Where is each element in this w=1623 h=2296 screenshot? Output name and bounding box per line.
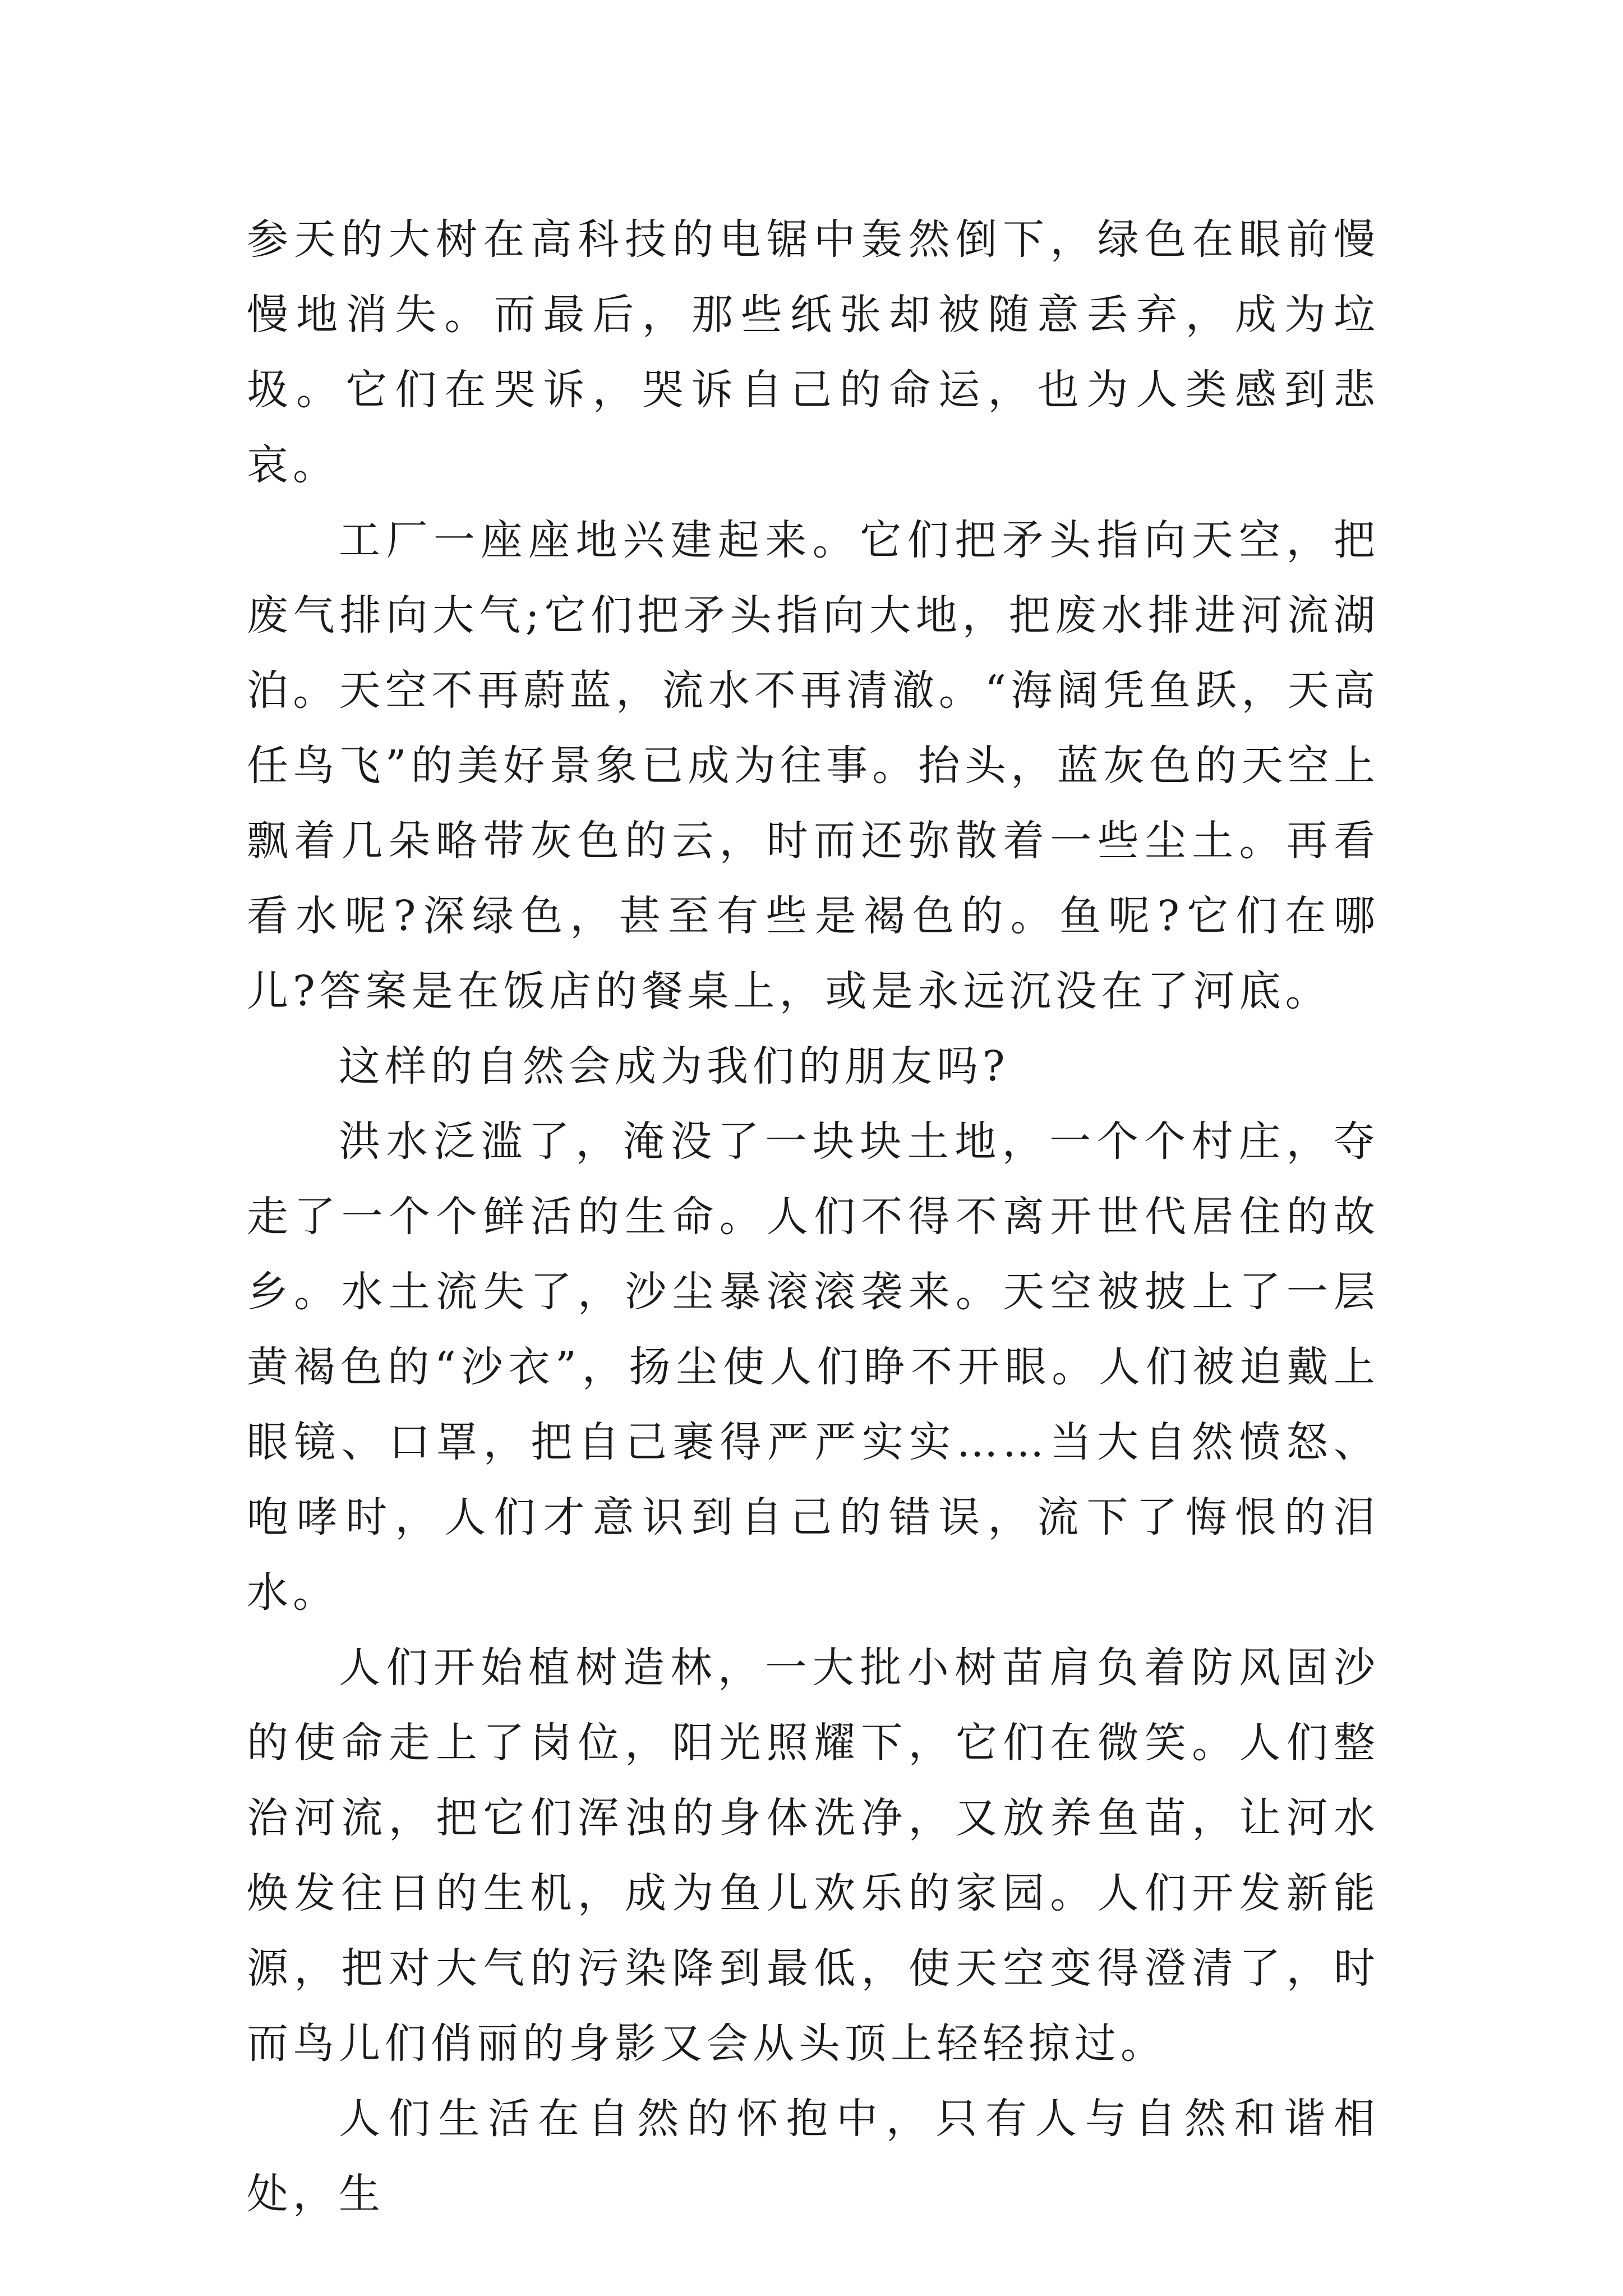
article-body xyxy=(247,202,1380,2231)
paragraph-1: 参天的大树在高科技的电锯中轰然倒下，绿色在眼前慢慢地消失。而最后，那些纸张却被随意丢弃，成为垃圾。它们在哭诉，哭诉自己的命运，也为人类感到悲哀。 xyxy=(247,215,1380,489)
paragraph-2: 工厂一座座地兴建起来。它们把矛头指向天空，把废气排向大气;它们把矛头指向大地，把废水排进河流湖泊。天空不再蔚蓝，流水不再清澈。“海阔凭鱼跃，天高任鸟飞”的美好景象已成为往事。抬头，蓝灰色的天空上飘着几朵略带灰色的云，时而还弥散着一些尘土。再看看水呢?深绿色，甚至有些是褐色的。鱼呢?它们在哪儿?答案是在饭店的餐桌上，或是永远沉没在了河底。 xyxy=(247,516,1380,1015)
paragraph-4: 洪水泛滥了，淹没了一块块土地，一个个村庄，夺走了一个个鲜活的生命。人们不得不离开世代居住的故乡。水土流失了，沙尘暴滚滚袭来。天空被披上了一层黄褐色的“沙衣”，扬尘使人们睁不开眼。人们被迫戴上眼镜、口罩，把自己裹得严严实实……当大自然愤怒、咆哮时，人们才意识到自己的错误，流下了悔恨的泪水。 xyxy=(247,1117,1380,1617)
paragraph-3: 这样的自然会成为我们的朋友吗? xyxy=(339,1042,1009,1091)
paragraph-6: 人们生活在自然的怀抱中，只有人与自然和谐相处，生 xyxy=(247,2095,1380,2218)
paragraph-5: 人们开始植树造林，一大批小树苗肩负着防风固沙的使命走上了岗位，阳光照耀下，它们在微笑。人们整治河流，把它们浑浊的身体洗净，又放养鱼苗，让河水焕发往日的生机，成为鱼儿欢乐的家园。人们开发新能源，把对大气的污染降到最低，使天空变得澄清了，时而鸟儿们俏丽的身影又会从头顶上轻轻掠过。 xyxy=(247,1644,1380,2068)
